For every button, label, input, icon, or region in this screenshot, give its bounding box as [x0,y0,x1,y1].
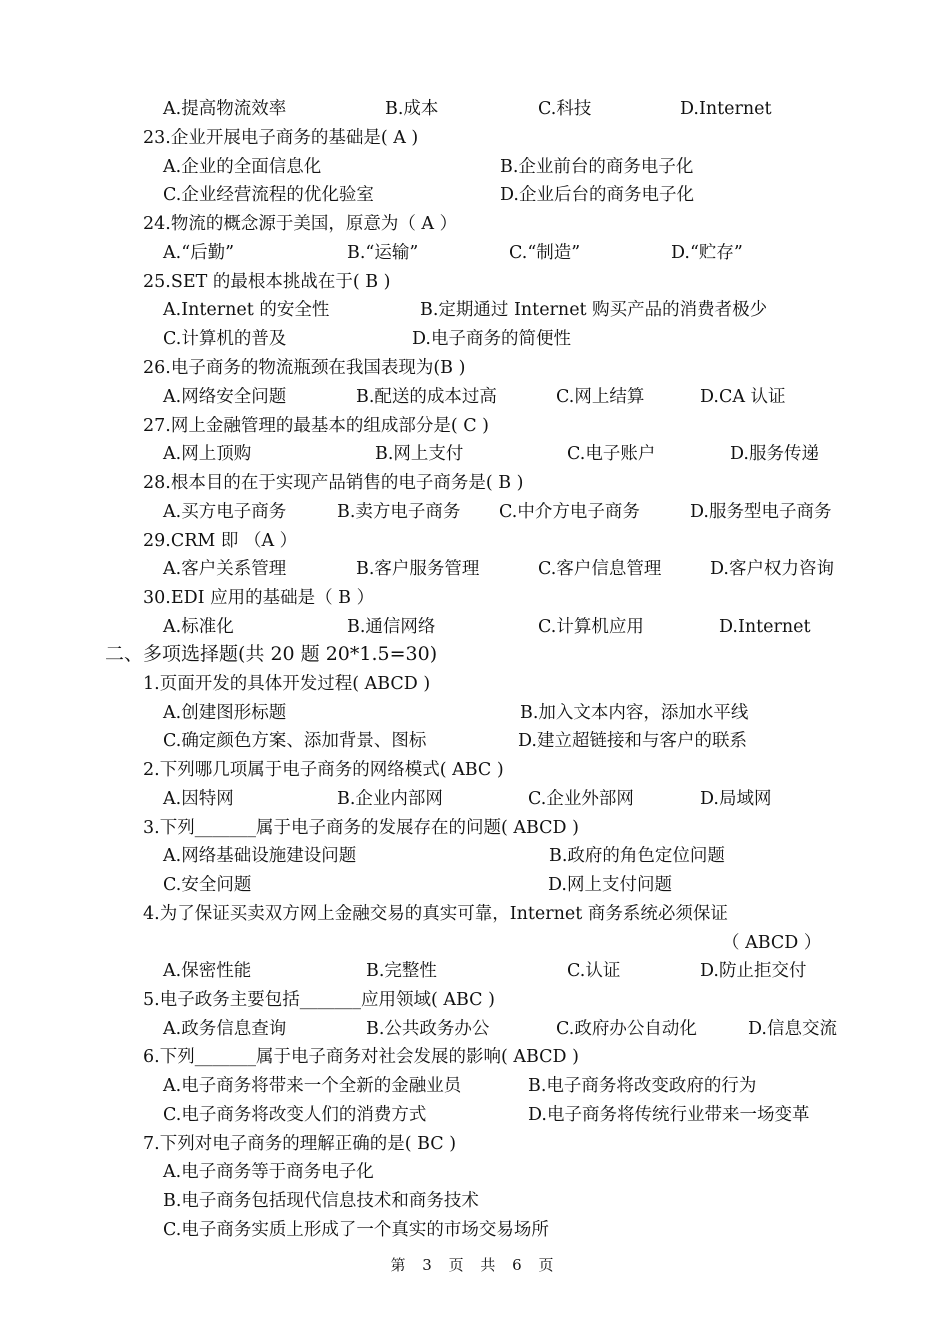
option-text: A.网络基础设施建设问题 [163,846,357,866]
option-text: B.企业内部网 [337,789,443,809]
option-text: D.防止拒交付 [700,961,807,981]
option-text: C.科技 [538,99,592,119]
option-text: A.企业的全面信息化 [163,157,322,177]
option-text: D.电子商务的简便性 [412,329,571,349]
option-text: A.标准化 [163,617,234,637]
option-text: B.完整性 [366,961,437,981]
option-text: D.CA 认证 [700,387,786,407]
question-text: 29.CRM 即 （A ） [143,531,298,551]
option-text: A.提高物流效率 [163,99,287,119]
option-text: C.网上结算 [556,387,645,407]
option-text: D.服务传递 [730,444,819,464]
option-text: B.客户服务管理 [356,559,480,579]
option-text: A.因特网 [163,789,234,809]
option-text: B.“运输” [347,243,419,263]
question-text: 1.页面开发的具体开发过程( ABCD ) [143,674,431,694]
option-text: B.定期通过 Internet 购买产品的消费者极少 [420,300,768,320]
option-text: A.保密性能 [163,961,252,981]
option-text: B.配送的成本过高 [356,387,497,407]
option-text: D.Internet [719,617,811,637]
option-text: B.电子商务将改变政府的行为 [528,1076,757,1096]
question-text: 6.下列_______属于电子商务对社会发展的影响( ABCD ) [143,1047,579,1067]
option-text: A.买方电子商务 [163,502,287,522]
option-text: D.Internet [680,99,772,119]
option-text: B.政府的角色定位问题 [549,846,725,866]
question-text: 28.根本目的在于实现产品销售的电子商务是( B ) [143,473,524,493]
option-text: B.网上支付 [375,444,464,464]
option-text: B.加入文本内容，添加水平线 [520,703,749,723]
option-text: D.企业后台的商务电子化 [500,185,694,205]
option-text: D.客户权力咨询 [710,559,834,579]
section-heading: 二、多项选择题(共 20 题 20*1.5=30) [105,643,438,665]
option-text: C.电子账户 [567,444,656,464]
option-text: C.电子商务将改变人们的消费方式 [163,1105,427,1125]
option-text: C.认证 [567,961,621,981]
option-text: C.“制造” [509,243,581,263]
question-text: 3.下列_______属于电子商务的发展存在的问题( ABCD ) [143,818,579,838]
option-text: B.电子商务包括现代信息技术和商务技术 [163,1191,479,1211]
option-text: A.Internet 的安全性 [163,300,330,320]
option-text: C.确定颜色方案、添加背景、图标 [163,731,427,751]
option-text: B.成本 [385,99,439,119]
option-text: A.网络安全问题 [163,387,287,407]
question-text: 26.电子商务的物流瓶颈在我国表现为(B ) [143,358,466,378]
question-text: 2.下列哪几项属于电子商务的网络模式( ABC ) [143,760,504,780]
option-text: C.安全问题 [163,875,252,895]
question-text: 30.EDI 应用的基础是（ B ） [143,588,375,608]
question-text: 24.物流的概念源于美国，原意为（ A ） [143,214,458,234]
question-text: 27.网上金融管理的最基本的组成部分是( C ) [143,416,489,436]
option-text: D.局域网 [700,789,772,809]
option-text: B.企业前台的商务电子化 [500,157,694,177]
option-text: C.计算机的普及 [163,329,287,349]
option-text: A.网上顶购 [163,444,252,464]
option-text: A.“后勤” [163,243,235,263]
option-text: A.客户关系管理 [163,559,287,579]
option-text: C.企业经营流程的优化验室 [163,185,374,205]
answer-text: （ ABCD ） [722,933,822,953]
option-text: C.政府办公自动化 [556,1019,697,1039]
option-text: C.中介方电子商务 [499,502,640,522]
option-text: C.客户信息管理 [538,559,662,579]
option-text: D.“贮存” [671,243,743,263]
question-text: 7.下列对电子商务的理解正确的是( BC ) [143,1134,457,1154]
option-text: A.电子商务等于商务电子化 [163,1162,374,1182]
question-text: 23.企业开展电子商务的基础是( A ) [143,128,419,148]
option-text: A.电子商务将带来一个全新的金融业员 [163,1076,462,1096]
option-text: A.创建图形标题 [163,703,287,723]
option-text: A.政务信息查询 [163,1019,287,1039]
option-text: B.公共政务办公 [366,1019,490,1039]
option-text: D.电子商务将传统行业带来一场变革 [528,1105,810,1125]
question-text: 5.电子政务主要包括_______应用领域( ABC ) [143,990,495,1010]
option-text: C.企业外部网 [528,789,634,809]
option-text: B.通信网络 [347,617,436,637]
option-text: D.建立超链接和与客户的联系 [518,731,747,751]
option-text: C.电子商务实质上形成了一个真实的市场交易场所 [163,1220,549,1240]
page-footer: 第 3 页 共 6 页 [390,1256,560,1274]
option-text: B.卖方电子商务 [337,502,461,522]
question-text: 25.SET 的最根本挑战在于( B ) [143,272,391,292]
option-text: C.计算机应用 [538,617,644,637]
option-text: D.服务型电子商务 [690,502,832,522]
option-text: D.网上支付问题 [548,875,672,895]
question-text: 4.为了保证买卖双方网上金融交易的真实可靠，Internet 商务系统必须保证 [143,904,728,924]
option-text: D.信息交流 [748,1019,837,1039]
